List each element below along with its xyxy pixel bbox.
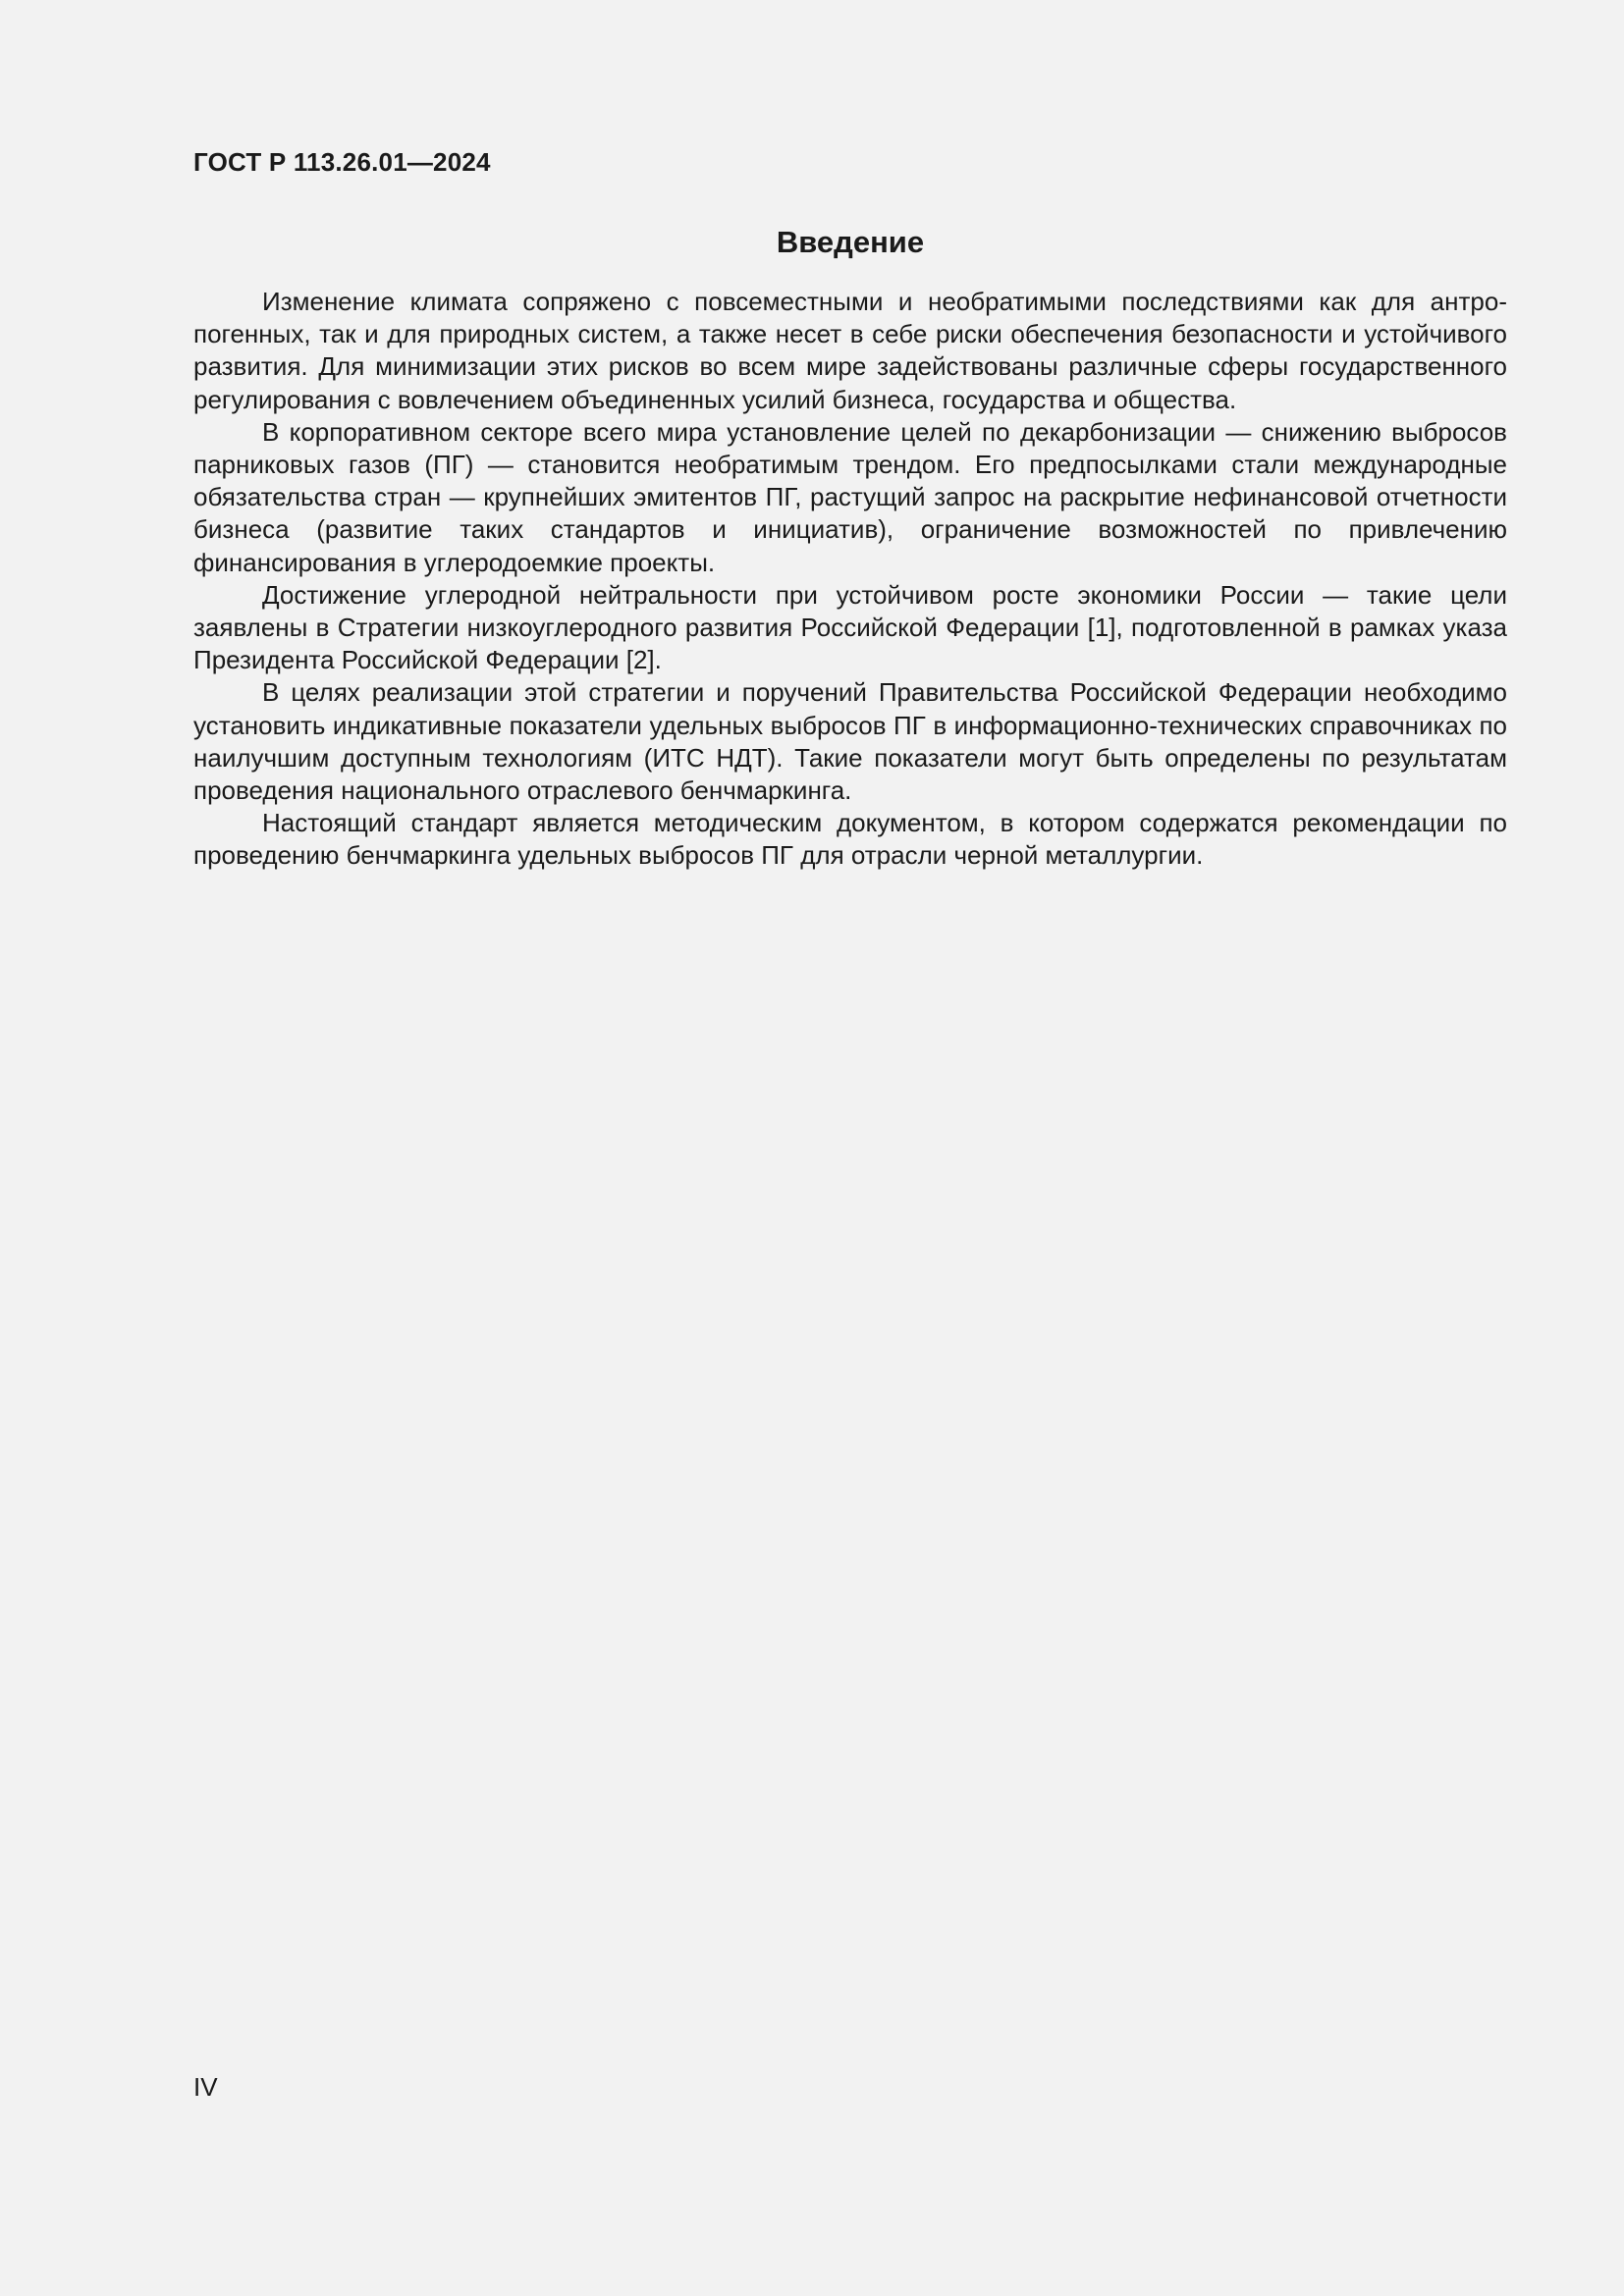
paragraph: Настоящий стандарт является методическим документом, в котором содержатся рекомендации по проведению бенчмаркинга удельных выбросов ПГ для отрасли черной металлургии. (193, 808, 1507, 871)
paragraph: В целях реализации этой стратегии и поручений Правительства Российской Федерации необходимо установить индикативные показатели удельных выбросов ПГ в информационно-технических справочниках по наилучшим доступным технологиям (ИТС НДТ). Такие показатели могут быть определены по результатам проведения национального отраслевого бенчмаркинга. (193, 677, 1507, 806)
section-title: Введение (776, 225, 925, 259)
body-text (193, 286, 1507, 873)
document-code: ГОСТ Р 113.26.01—2024 (193, 147, 491, 177)
page-number: IV (193, 2072, 218, 2102)
paragraph: Изменение климата сопряжено с повсеместными и необратимыми последствиями как для антропогенных, так и для природных систем, а также несет в себе риски обеспечения безопасности и устойчивого развития. Для минимизации этих рисков во всем мире задействованы различные сферы государственного регулирования с вовлечением объединенных усилий бизнеса, государства и общества. (193, 287, 1507, 414)
paragraph: Достижение углеродной нейтральности при устойчивом росте экономики России — такие цели заявлены в Стратегии низкоуглеродного развития Российской Федерации [1], подготовленной в рамках указа Президента Российской Федерации [2]. (193, 579, 1507, 675)
paragraph: В корпоративном секторе всего мира установление целей по декарбонизации — снижению выбросов парниковых газов (ПГ) — становится необратимым трендом. Его предпосылками стали международные обязательства стран — крупнейших эмитентов ПГ, растущий запрос на раскрытие нефинансовой отчетности бизнеса (развитие таких стандартов и инициатив), ограничение возможностей по привлечению финансирования в углеродоемкие проекты. (193, 416, 1507, 577)
